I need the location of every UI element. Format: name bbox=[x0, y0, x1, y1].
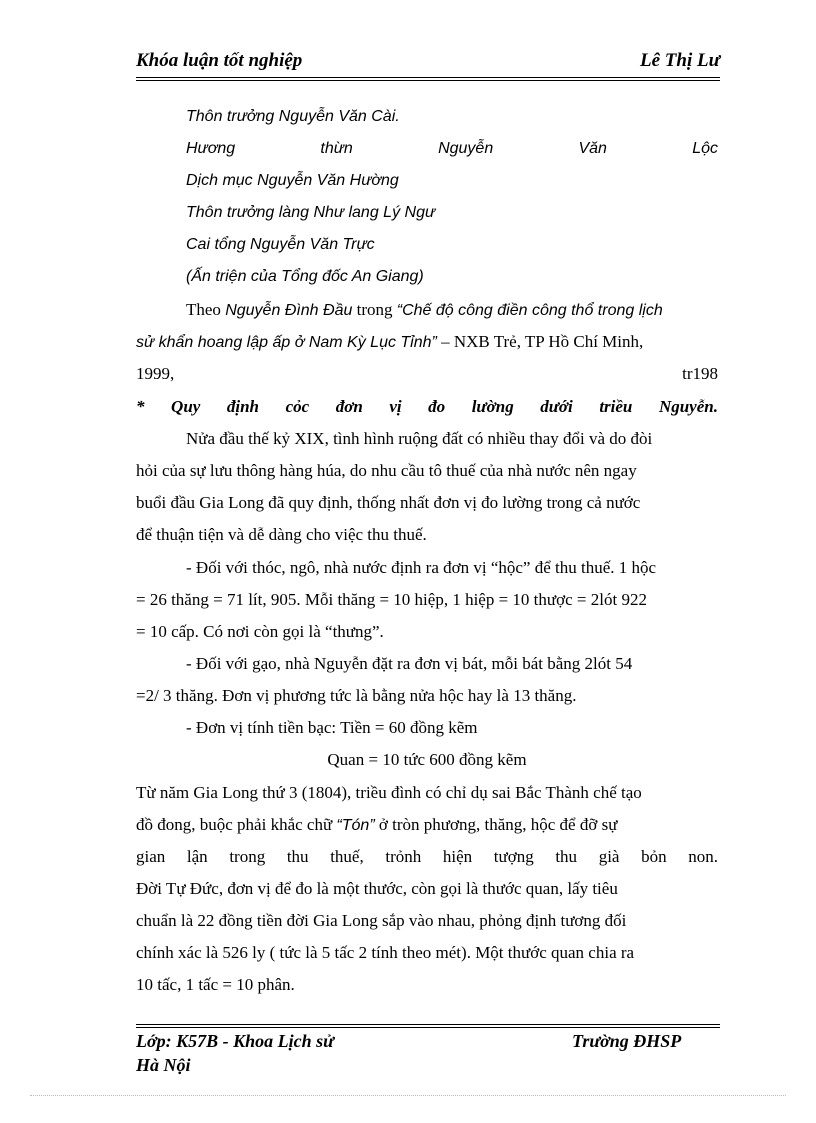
paragraph-word: trỏnh bbox=[385, 847, 422, 866]
citation-title: sử khẩn hoang lập ấp ở Nam Kỳ Lục Tỉnh” bbox=[136, 334, 437, 351]
signatory-line: Dịch mục Nguyễn Văn Hường bbox=[186, 172, 399, 189]
paragraph-line: hỏi của sự lưu thông hàng húa, do nhu cầu tô thuế của nhà nước nên ngay bbox=[136, 461, 637, 480]
paragraph-line: - Đối với gạo, nhà Nguyễn đặt ra đơn vị bát, mỗi bát bằng 2lót 54 bbox=[186, 654, 633, 673]
heading-word: Nguyễn. bbox=[658, 397, 718, 416]
paragraph-line: 10 tấc, 1 tấc = 10 phân. bbox=[136, 975, 295, 994]
paragraph-line: =2/ 3 thăng. Đơn vị phương tức là bằng nửa hộc hay là 13 thăng. bbox=[136, 686, 577, 705]
paragraph-word: thu bbox=[555, 847, 578, 866]
paragraph-word: trong bbox=[229, 847, 266, 866]
heading-word: dưới bbox=[540, 397, 573, 416]
footer-rule bbox=[136, 1024, 720, 1025]
header-author: Lê Thị Lư bbox=[640, 50, 720, 71]
footer-rule-second bbox=[136, 1027, 720, 1028]
paragraph-word: non. bbox=[688, 847, 718, 866]
citation-publisher: – NXB Trẻ, TP Hồ Chí Minh, bbox=[436, 332, 644, 351]
signatory-word: Văn bbox=[578, 140, 607, 157]
citation-line-3 bbox=[136, 362, 718, 386]
footer-school: Trường ĐHSP bbox=[572, 1031, 682, 1051]
heading-word: triều bbox=[599, 397, 633, 416]
paragraph-word: thu bbox=[286, 847, 309, 866]
header-rule-second bbox=[136, 80, 720, 81]
paragraph-word: già bbox=[598, 847, 620, 866]
signatory-word: Hương bbox=[186, 140, 236, 157]
signatory-line-justified bbox=[136, 137, 718, 161]
paragraph-text: đồ đong, buộc phải khắc chữ bbox=[136, 815, 337, 834]
paragraph-quote: “Tón” bbox=[336, 817, 375, 834]
paragraph-line: để thuận tiện và dễ dàng cho việc thu thuế. bbox=[136, 525, 427, 544]
paragraph-line: chính xác là 526 ly ( tức là 5 tấc 2 tính theo mét). Một thước quan chia ra bbox=[136, 943, 635, 962]
paragraph-word: lận bbox=[186, 847, 208, 866]
citation-page: tr198 bbox=[682, 364, 718, 383]
heading-word: lường bbox=[471, 397, 514, 416]
signatory-word: Nguyễn bbox=[438, 140, 494, 157]
paragraph-line-centered: Quan = 10 tức 600 đồng kẽm bbox=[327, 750, 527, 769]
heading-word: đơn bbox=[335, 397, 363, 416]
heading-word: đo bbox=[428, 397, 446, 416]
page-edge-dotted-line bbox=[30, 1095, 786, 1096]
paragraph-word: gian bbox=[136, 847, 166, 866]
heading-word: vị bbox=[389, 397, 402, 416]
paragraph-word: thuế, bbox=[330, 847, 364, 866]
footer-class-label: Lớp: K57B - Khoa Lịch sử bbox=[136, 1031, 334, 1051]
paragraph-text: ở tròn phương, thăng, hộc để đỡ sự bbox=[374, 815, 618, 834]
signatory-word: thừn bbox=[320, 140, 353, 157]
paragraph-line: - Đối với thóc, ngô, nhà nước định ra đơn vị “hộc” để thu thuế. 1 hộc bbox=[186, 558, 657, 577]
page-header bbox=[136, 50, 720, 74]
header-thesis-label: Khóa luận tốt nghiệp bbox=[136, 50, 303, 71]
paragraph-line-justified bbox=[136, 845, 718, 869]
paragraph-line bbox=[136, 813, 718, 838]
signatory-word: Lộc bbox=[692, 140, 718, 157]
citation-text: trong bbox=[352, 300, 397, 319]
citation-title: “Chế độ công điền công thổ trong lịch bbox=[396, 302, 663, 319]
heading-word: Quy bbox=[171, 397, 201, 416]
paragraph-word: tượng bbox=[493, 847, 534, 866]
paragraph-word: bỏn bbox=[641, 847, 667, 866]
citation-line-1 bbox=[136, 298, 718, 323]
citation-line-2 bbox=[136, 330, 718, 355]
signatory-line: Thôn trưởng Nguyễn Văn Cài. bbox=[186, 108, 400, 125]
citation-author: Nguyễn Đình Đầu bbox=[225, 302, 353, 319]
signatory-seal-note: (Ấn triện của Tổng đốc An Giang) bbox=[186, 268, 424, 285]
heading-word: cỏc bbox=[285, 397, 310, 416]
paragraph-line: Từ năm Gia Long thứ 3 (1804), triều đình có chỉ dụ sai Bắc Thành chế tạo bbox=[136, 783, 642, 802]
paragraph-line: = 10 cấp. Có nơi còn gọi là “thưng”. bbox=[136, 622, 384, 641]
paragraph-line: - Đơn vị tính tiền bạc: Tiền = 60 đồng kẽm bbox=[186, 718, 478, 737]
footer-city: Hà Nội bbox=[136, 1055, 191, 1075]
citation-text: Theo bbox=[186, 300, 226, 319]
section-heading bbox=[136, 395, 718, 419]
paragraph-word: hiện bbox=[442, 847, 473, 866]
signatory-line: Cai tổng Nguyễn Văn Trực bbox=[186, 236, 375, 253]
citation-year: 1999, bbox=[136, 364, 175, 383]
header-rule bbox=[136, 77, 720, 78]
paragraph-line: buổi đầu Gia Long đã quy định, thống nhất đơn vị đo lường trong cả nước bbox=[136, 493, 641, 512]
paragraph-line: chuẩn là 22 đồng tiền đời Gia Long sắp vào nhau, phỏng định tương đối bbox=[136, 911, 627, 930]
paragraph-line: = 26 thăng = 71 lít, 905. Mỗi thăng = 10 hiệp, 1 hiệp = 10 thược = 2lót 922 bbox=[136, 590, 647, 609]
paragraph-line: Nửa đầu thế kỷ XIX, tình hình ruộng đất có nhiều thay đổi và do đòi bbox=[186, 429, 653, 448]
heading-word: định bbox=[226, 397, 260, 416]
paragraph-line: Đời Tự Đức, đơn vị để đo là một thước, còn gọi là thước quan, lấy tiêu bbox=[136, 879, 618, 898]
section-bullet: * bbox=[136, 397, 145, 416]
signatory-line: Thôn trưởng làng Như lang Lý Ngư bbox=[186, 204, 436, 221]
